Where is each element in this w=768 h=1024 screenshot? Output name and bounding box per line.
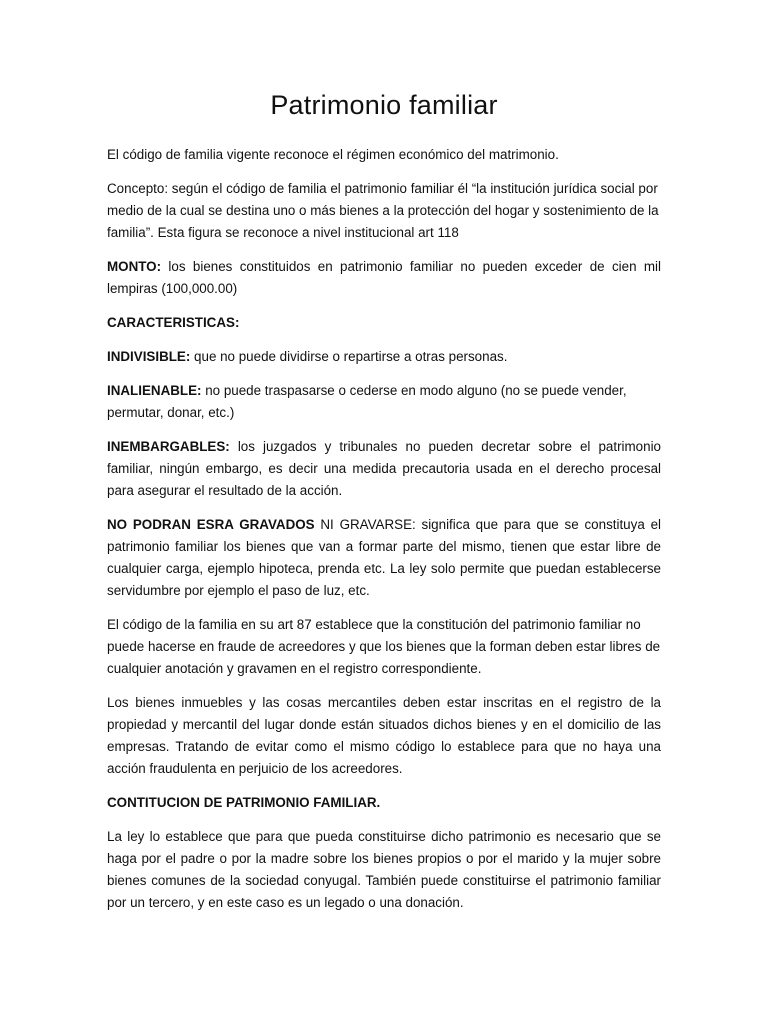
paragraph-gravados (107, 514, 661, 602)
indivisible-label: INDIVISIBLE: (107, 349, 191, 364)
inembargables-label: INEMBARGABLES: (107, 439, 230, 454)
indivisible-text: que no puede dividirse o repartirse a otras personas. (190, 349, 508, 364)
heading-contitucion (107, 792, 661, 814)
inalienable-label: INALIENABLE: (107, 383, 202, 398)
gravados-text: significa que para que se constituya el patrimonio familiar los bienes que van a formar parte del mismo, tienen que estar libre de cualquier carga, ejemplo hipoteca, prenda etc. La ley solo permite que puedan establecerse servidumbre por ejemplo el paso de luz, etc. (107, 517, 661, 598)
paragraph-inembargables (107, 436, 661, 502)
caracteristicas-label: CARACTERISTICAS: (107, 315, 240, 330)
paragraph-inalienable (107, 380, 661, 424)
monto-label: MONTO: (107, 259, 162, 274)
paragraph-art87: El código de la familia en su art 87 establece que la constitución del patrimonio familiar no puede hacerse en fraude de acreedores y que los bienes que la forman deben estar libres de cualquier anotación y gravamen en el registro correspondiente. (107, 617, 661, 676)
heading-caracteristicas (107, 312, 661, 334)
paragraph-intro: El código de familia vigente reconoce el régimen económico del matrimonio. (107, 147, 559, 162)
paragraph-ley: La ley lo establece que para que pueda constituirse dicho patrimonio es necesario que se haga por el padre o por la madre sobre los bienes propios o por el marido y la mujer sobre bienes comunes de la sociedad conyugal. También puede constituirse el patrimonio familiar por un tercero, y en este caso es un legado o una donación. (107, 829, 661, 910)
gravados-label: NO PODRAN ESRA GRAVADOS (107, 517, 315, 532)
paragraph-concepto: Concepto: según el código de familia el patrimonio familiar él “la institución jurídica social por medio de la cual se destina uno o más bienes a la protección del hogar y sostenimiento de la familia”. Esta figura se reconoce a nivel institucional art 118 (107, 181, 659, 240)
paragraph-monto (107, 256, 661, 300)
page-title: Patrimonio familiar (270, 90, 498, 120)
inembargables-text: los juzgados y tribunales no pueden decretar sobre el patrimonio familiar, ningún embargo, es decir una medida precautoria usada en el derecho procesal para asegurar el resultado de la acción. (107, 439, 661, 498)
inalienable-text: no puede traspasarse o cederse en modo alguno (no se puede vender, permutar, donar, etc.) (107, 383, 627, 420)
monto-text: los bienes constituidos en patrimonio familiar no pueden exceder de cien mil lempiras (100,000.00) (107, 259, 661, 296)
paragraph-bienes: Los bienes inmuebles y las cosas mercantiles deben estar inscritas en el registro de la propiedad y mercantil del lugar donde están situados dichos bienes y en el domicilio de las empresas. Tratando de evitar como el mismo código lo establece para que no haya una acción fraudulenta en perjuicio de los acreedores. (107, 695, 661, 776)
gravados-mid: NI GRAVARSE: (314, 517, 416, 532)
document-body (107, 144, 661, 926)
paragraph-indivisible (107, 346, 661, 368)
contitucion-label: CONTITUCION DE PATRIMONIO FAMILIAR. (107, 795, 381, 810)
